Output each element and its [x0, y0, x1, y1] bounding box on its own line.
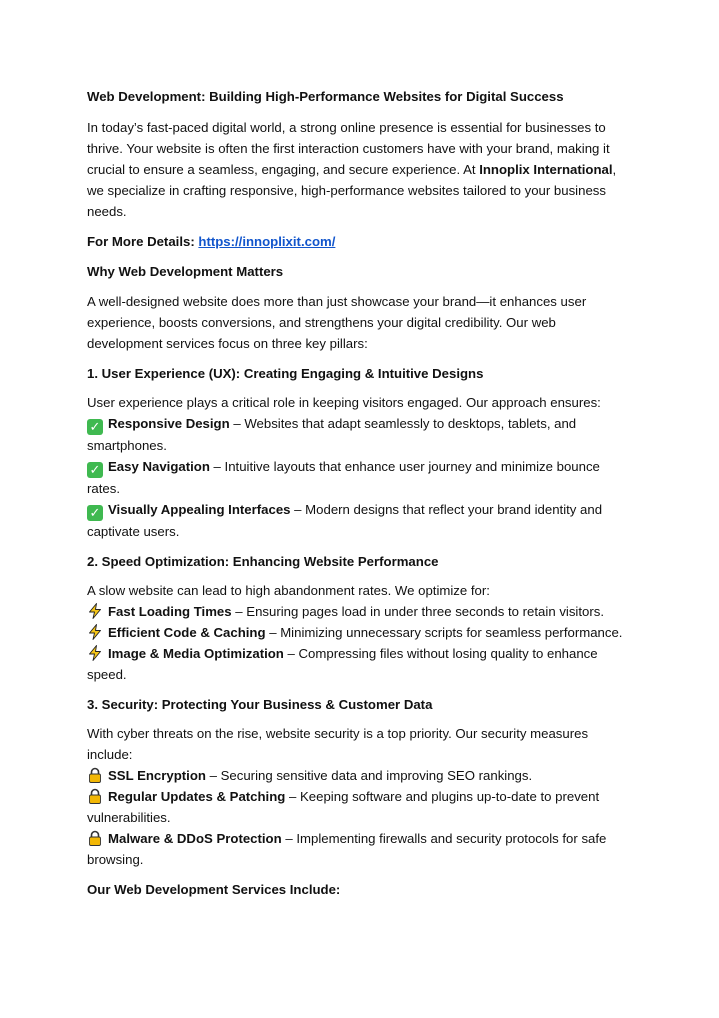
lightning-icon [87, 603, 103, 619]
list-item [87, 499, 635, 542]
list-item [87, 456, 635, 499]
section-ux-heading: 1. User Experience (UX): Creating Engaging & Intuitive Designs [87, 366, 484, 381]
services-heading: Our Web Development Services Include: [87, 882, 341, 897]
item-text: – Minimizing unnecessary scripts for seamless performance. [265, 625, 623, 640]
check-icon: ✓ [87, 419, 103, 435]
item-text: – Keeping software and plugins up-to-date to prevent vulnerabilities. [87, 789, 600, 825]
item-title: Easy Navigation [108, 459, 210, 474]
item-text: – Websites that adapt seamlessly to desktops, tablets, and smartphones. [87, 416, 577, 453]
item-title: Fast Loading Times [108, 604, 232, 619]
item-title: Visually Appealing Interfaces [108, 502, 291, 517]
intro-text-start: In today’s fast-paced digital world, a strong online presence is essential for businesses to thrive. Your website is often the first interaction customers have with your brand, making it crucial to ensure a seamless, engaging, and secure experience. At [87, 120, 610, 177]
item-text: – Securing sensitive data and improving SEO rankings. [205, 768, 533, 783]
lock-icon [87, 788, 103, 804]
item-text: – Modern designs that reflect your brand identity and captivate users. [87, 502, 603, 539]
section-speed-intro: A slow website can lead to high abandonment rates. We optimize for: [87, 583, 490, 598]
item-title: Responsive Design [108, 416, 230, 431]
list-item [87, 601, 635, 622]
list-item [87, 622, 635, 643]
list-item [87, 765, 635, 786]
more-details-label: For More Details: [87, 234, 199, 249]
section-security-heading: 3. Security: Protecting Your Business & Customer Data [87, 697, 433, 712]
lightning-icon [87, 645, 103, 661]
list-item [87, 786, 635, 828]
section-security-list [87, 723, 635, 870]
section-speed-heading: 2. Speed Optimization: Enhancing Website Performance [87, 554, 439, 569]
item-text: – Ensuring pages load in under three seconds to retain visitors. [231, 604, 605, 619]
list-item [87, 413, 635, 456]
item-text: – Implementing firewalls and security protocols for safe browsing. [87, 831, 607, 867]
lightning-icon [87, 624, 103, 640]
list-item [87, 828, 635, 870]
item-title: Efficient Code & Caching [108, 625, 266, 640]
item-title: Image & Media Optimization [108, 646, 284, 661]
website-link[interactable]: https://innoplixit.com/ [198, 234, 336, 249]
why-paragraph: A well-designed website does more than just showcase your brand—it enhances user experience, boosts conversions, and strengthens your digital credibility. Our web development services focus on three key pillars: [87, 294, 587, 351]
lock-icon [87, 830, 103, 846]
item-title: Regular Updates & Patching [108, 789, 286, 804]
item-text: – Intuitive layouts that enhance user journey and minimize bounce rates. [87, 459, 600, 496]
document-title: Web Development: Building High-Performance Websites for Digital Success [87, 89, 564, 104]
company-name: Innoplix International [479, 162, 613, 177]
intro-paragraph [87, 117, 635, 222]
lock-icon [87, 767, 103, 783]
check-icon: ✓ [87, 505, 103, 521]
check-icon: ✓ [87, 462, 103, 478]
why-heading: Why Web Development Matters [87, 264, 284, 279]
more-details-line [87, 231, 635, 252]
item-text: – Compressing files without losing quality to enhance speed. [87, 646, 598, 682]
intro-text-end: , we specialize in crafting responsive, high-performance websites tailored to your business needs. [87, 162, 617, 219]
section-ux-intro: User experience plays a critical role in keeping visitors engaged. Our approach ensures: [87, 395, 601, 410]
section-security-intro: With cyber threats on the rise, website security is a top priority. Our security measures include: [87, 726, 589, 762]
item-title: SSL Encryption [108, 768, 206, 783]
item-title: Malware & DDoS Protection [108, 831, 282, 846]
document-page [87, 86, 635, 910]
section-speed-list [87, 580, 635, 685]
section-ux-list [87, 392, 635, 542]
list-item [87, 643, 635, 685]
